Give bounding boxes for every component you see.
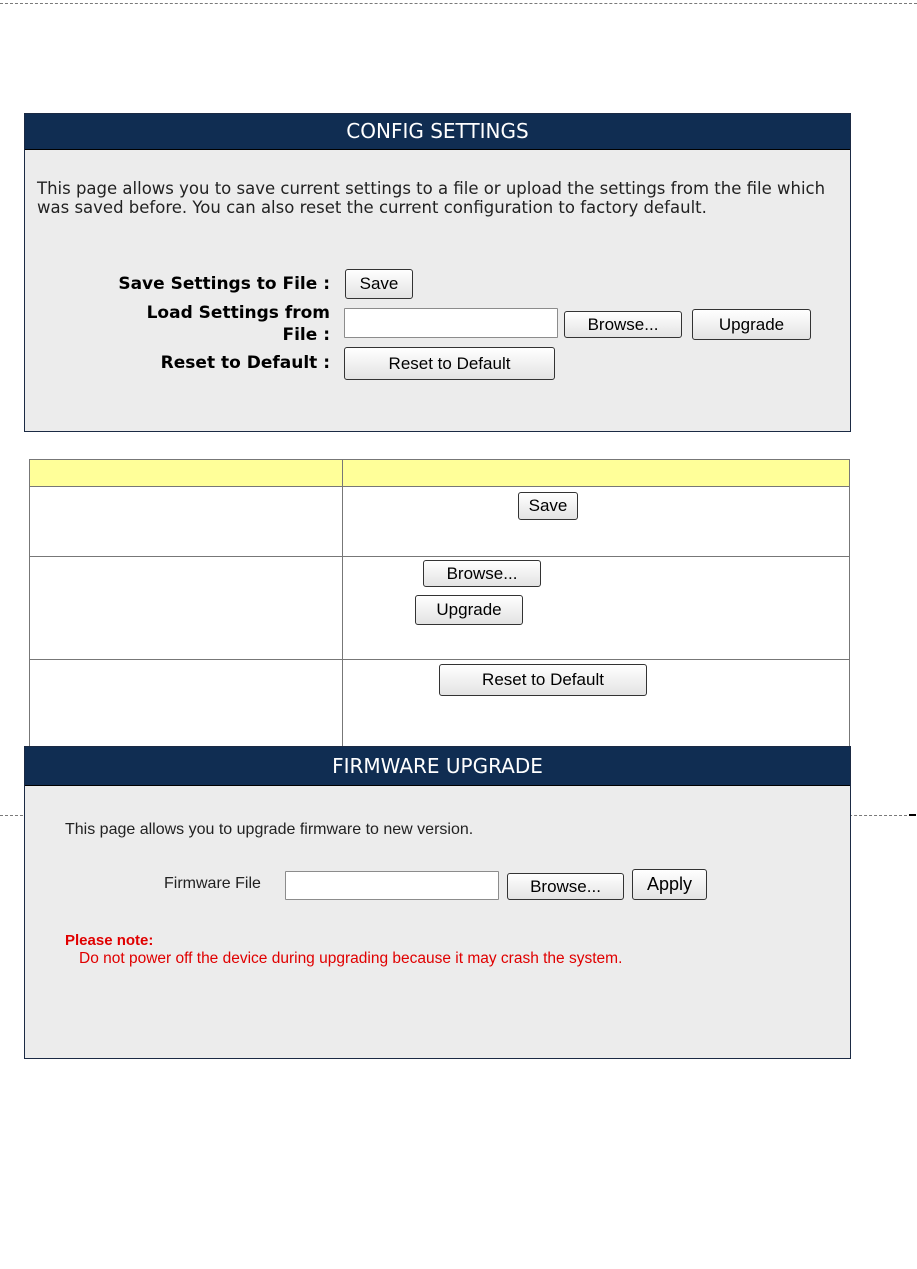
firmware-upgrade-panel (24, 746, 851, 1059)
reset-to-default-label: Reset to Default : (160, 353, 330, 373)
load-settings-label-line2: File : (282, 325, 330, 345)
firmware-upgrade-title: FIRMWARE UPGRADE (25, 747, 850, 786)
table-row (30, 660, 850, 758)
firmware-description: This page allows you to upgrade firmware to new version. (65, 821, 474, 838)
config-file-input[interactable] (344, 308, 558, 338)
table-reset-to-default-button[interactable]: Reset to Default (439, 664, 647, 696)
config-settings-title: CONFIG SETTINGS (25, 114, 850, 150)
table-row (30, 487, 850, 557)
table-cell-description (343, 557, 850, 660)
table-header-cell (343, 460, 850, 487)
top-divider (0, 3, 917, 4)
table-browse-button[interactable]: Browse... (423, 560, 541, 587)
reset-to-default-button[interactable]: Reset to Default (344, 347, 555, 380)
table-cell-name (30, 660, 343, 758)
note-title: Please note: (65, 932, 154, 949)
table-row (30, 557, 850, 660)
table-cell-name (30, 487, 343, 557)
firmware-browse-button[interactable]: Browse... (507, 873, 624, 900)
save-button[interactable]: Save (345, 269, 413, 299)
firmware-file-input[interactable] (285, 871, 499, 900)
apply-button[interactable]: Apply (632, 869, 707, 900)
table-header-cell (30, 460, 343, 487)
table-cell-description (343, 660, 850, 758)
load-settings-label-line1: Load Settings from (146, 303, 330, 323)
description-table (29, 459, 850, 758)
divider-end-mark (909, 814, 916, 816)
table-header-row (30, 460, 850, 487)
table-save-button[interactable]: Save (518, 492, 578, 520)
config-settings-description: This page allows you to save current settings to a file or upload the settings from the file which was saved before. You can also reset the current configuration to factory default. (37, 179, 826, 217)
note-text: Do not power off the device during upgrading because it may crash the system. (79, 950, 623, 967)
upgrade-button[interactable]: Upgrade (692, 309, 811, 340)
config-settings-panel (24, 113, 851, 432)
save-settings-label: Save Settings to File : (118, 274, 330, 294)
firmware-file-label: Firmware File (164, 875, 261, 892)
table-cell-name (30, 557, 343, 660)
config-browse-button[interactable]: Browse... (564, 311, 682, 338)
table-cell-description (343, 487, 850, 557)
table-upgrade-button[interactable]: Upgrade (415, 595, 523, 625)
